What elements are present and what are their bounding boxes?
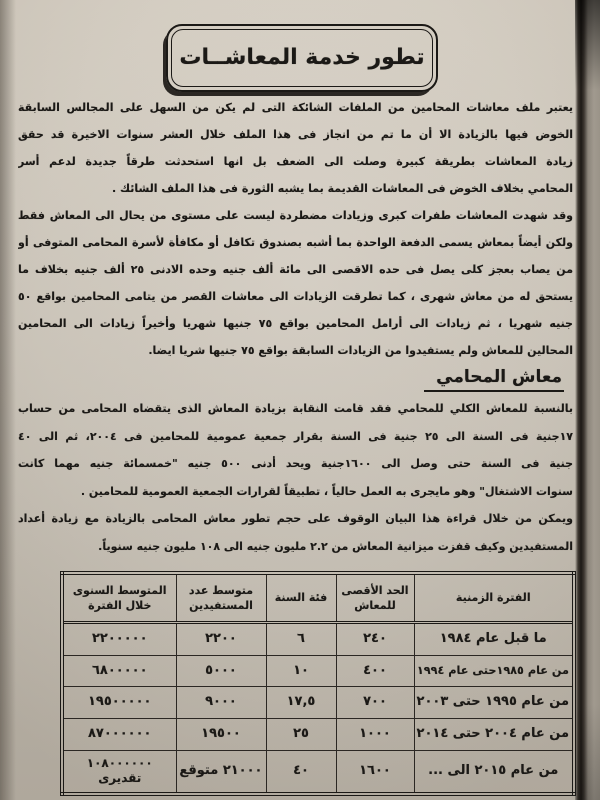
year-rate-cell: ١٧,٥ [266,686,336,718]
year-rate-header: فئة السنة [266,573,336,622]
section-heading: معاش المحامي [424,365,564,392]
paragraph-line: المحالين للمعاش ولم يستفيدوا من الزيادات السابقة بواقع ٧٥ جنيها شريا ايضا. [148,344,573,357]
max-pension-cell: ٧٠٠ [336,686,414,718]
period-cell: من عام ٢٠١٥ الى ... [414,750,574,794]
paragraph-line: جنية فى السنة حتى وصل الى ١٦٠٠جنية ويحد أدنى ٥٠٠ جنيه "خمسمائة جنيه مهما كانت [18,457,573,470]
pension-history-table [60,571,576,796]
paragraph-line: يستحق له من معاش شهرى ، كما تطرقت الزيادات الى معاشات القصر من يتامى المحامين بواقع ٥٠ [18,290,573,303]
period-cell: من عام ١٩٨٥حتى عام ١٩٩٤ [414,655,574,686]
intro-paragraph [18,94,573,364]
annual-average-cell: ٨٧٠٠٠٠٠٠ [62,718,176,750]
table-row [62,686,574,718]
page-title: تطور خدمة المعاشــات [179,45,425,70]
period-header: الفترة الزمنية [414,573,574,622]
section-paragraph [18,395,573,560]
paragraph-line: ١٧جنية فى السنة الى ٢٥ جنية فى السنة بقرار جمعية عمومية للمحامين فى ٢٠٠٤، ثم الى ٤٠ [18,429,573,443]
beneficiaries-cell: ٢٢٠٠ [176,622,266,655]
annual-average-value: ١٠٨٠٠٠٠٠٠ [86,756,153,771]
title-frame [166,24,438,92]
page-binding-edge [575,0,600,800]
paragraph-line: وقد شهدت المعاشات طفرات كبرى وزيادات مضطردة ليست على مستوى من يحال الى المعاش فقط [18,209,573,222]
table-header-row [62,573,574,622]
year-rate-cell: ٤٠ [266,750,336,794]
paragraph-line: ولكن أيضاً بمعاش يسمى الدفعة الواحدة بما أشبه بصندوق تكافل أو مكافأة لأسرة المحامى المتوفى أو [18,236,573,249]
paragraph-line: ويمكن من خلال قراءة هذا البيان الوقوف على حجم تطور معاش المحامى بالزيادة مع زيادة أعداد [18,512,573,525]
paragraph-line: المحامي بخلاف الخوض فى المعاشات القديمة بما يشبه الثورة فى هذا الملف الشائك . [111,182,573,195]
section-heading-block [424,365,564,392]
period-cell: ما قبل عام ١٩٨٤ [414,622,574,655]
table-row [62,655,574,686]
year-rate-cell: ١٠ [266,655,336,686]
beneficiaries-header: متوسط عدد المستفيدين [176,573,266,622]
table-row [62,622,574,655]
table-row [62,718,574,750]
year-rate-cell: ٦ [266,622,336,655]
paragraph-line: المستفيدين وكيف قفزت ميزانية المعاش من ٢.٢ مليون جنيه الى ١٠٨ مليون جنيه سنوياً. [98,539,573,553]
beneficiaries-cell: ٢١٠٠٠ متوقع [176,750,266,794]
annual-average-cell: ١٩٥٠٠٠٠٠ [62,686,176,718]
paragraph-line: زيادة المعاشات بطريقة كبيرة وصلت الى الضعف بل انها استحدثت طرقاً جديدة لدعم أسر [18,155,573,168]
beneficiaries-cell: ١٩٥٠٠ [176,718,266,750]
paragraph-line: جنيه شهريا ، ثم زيادات الى أرامل المحامين بواقع ٧٥ جنيها شهريا وأخيراً زيادات الى المحامين [18,317,573,330]
paragraph-line: الخوض فيها بالزيادة الا أن ما تم من انجاز فى هذا الملف خلال العشر سنوات الاخيرة قد حقق [18,128,573,141]
paragraph-line: يعتبر ملف معاشات المحامين من الملفات الشائكة التى لم يكن من السهل على المجالس السابقة [18,101,573,114]
max-pension-cell: ٤٠٠ [336,655,414,686]
paragraph-line: بالنسبة للمعاش الكلي للمحامي فقد قامت النقابة بزيادة المعاش الذى يتقضاه المحامى من حساب [18,402,573,415]
annual-average-cell: ٢٢٠٠٠٠٠ [62,622,176,655]
beneficiaries-cell: ٩٠٠٠ [176,686,266,718]
annual-average-note: تقديرى [98,771,142,786]
max-pension-cell: ٢٤٠ [336,622,414,655]
year-rate-cell: ٢٥ [266,718,336,750]
annual-average-cell [62,750,176,794]
beneficiaries-cell: ٥٠٠٠ [176,655,266,686]
annual-average-header: المتوسط السنوى خلال الفترة [62,573,176,622]
paragraph-line: سنوات الاشتغال" وهو مايجرى به العمل حالياً ، تطبيقاً لقرارات الجمعية العمومية للمحامين . [80,484,573,498]
period-cell: من عام ٢٠٠٤ حتى ٢٠١٤ [414,718,574,750]
max-pension-cell: ١٠٠٠ [336,718,414,750]
title-frame-inner [171,29,433,87]
paragraph-line: من يصاب بعجز كلى يصل فى حده الاقصى الى مائة ألف جنيه وحده الادنى ٢٥ ألف جنيه بخلاف ما [18,263,573,276]
max-pension-cell: ١٦٠٠ [336,750,414,794]
annual-average-cell: ٦٨٠٠٠٠٠ [62,655,176,686]
max-pension-header: الحد الأقصى للمعاش [336,573,414,622]
table-row [62,750,574,794]
period-cell: من عام ١٩٩٥ حتى ٢٠٠٣ [414,686,574,718]
